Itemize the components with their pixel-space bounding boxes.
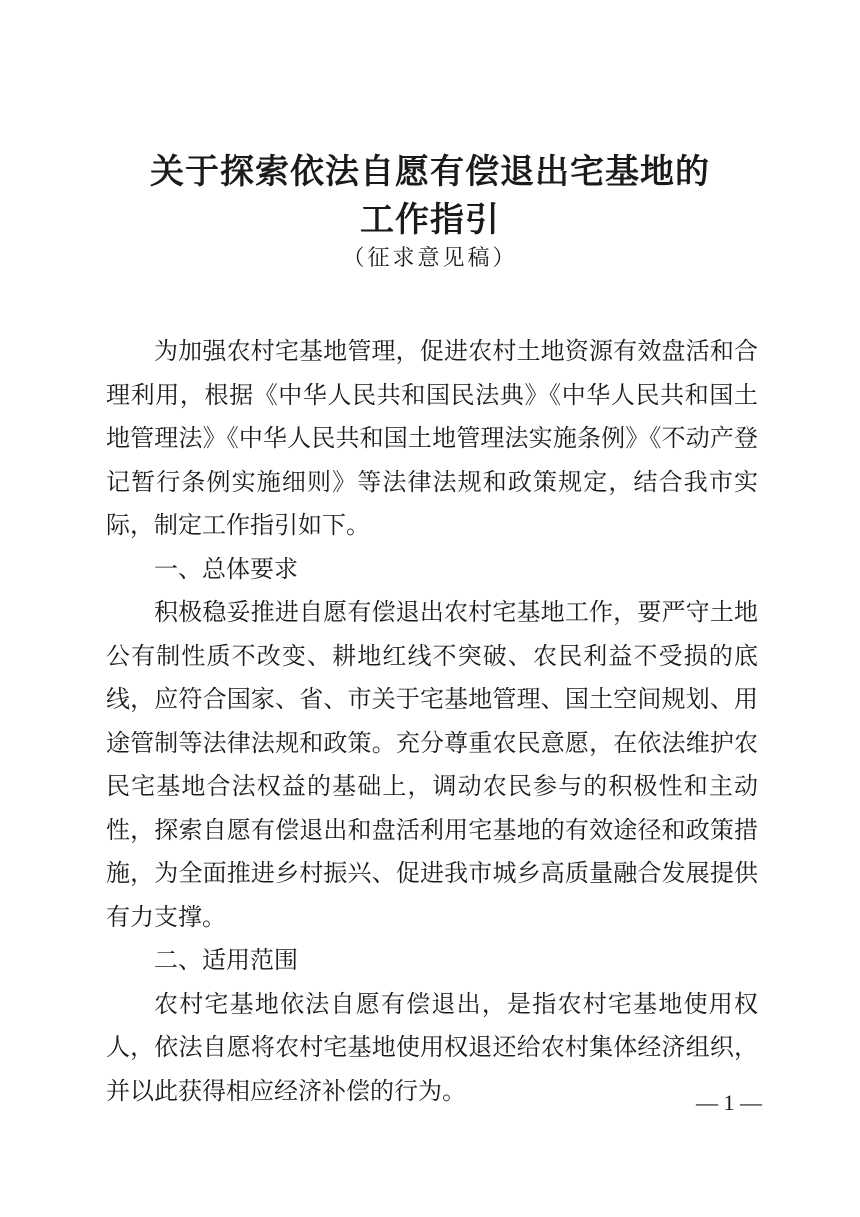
section-heading-scope: 二、适用范围 bbox=[154, 946, 298, 974]
section-paragraph-scope: 农村宅基地依法自愿有偿退出，是指农村宅基地使用权人，依法自愿将农村宅基地使用权退还给农村集体经济组织，并以此获得相应经济补偿的行为。 bbox=[106, 989, 758, 1105]
section-paragraph-general-requirements: 积极稳妥推进自愿有偿退出农村宅基地工作，要严守土地公有制性质不改变、耕地红线不突破、农民利益不受损的底线，应符合国家、省、市关于宅基地管理、国土空间规划、用途管制等法律法规和政策。充分尊重农民意愿，在依法维护农民宅基地合法权益的基础上，调动农民参与的积极性和主动性，探索自愿有偿退出和盘活利用宅基地的有效途径和政策措施，为全面推进乡村振兴、促进我市城乡高质量融合发展提供有力支撑。 bbox=[106, 598, 758, 931]
document-subtitle: （征求意见稿） bbox=[342, 246, 518, 271]
section-heading-general-requirements: 一、总体要求 bbox=[154, 554, 298, 583]
intro-paragraph: 为加强农村宅基地管理，促进农村土地资源有效盘活和合理利用，根据《中华人民共和国民法典》《中华人民共和国土地管理法》《中华人民共和国土地管理法实施条例》《不动产登记暂行条例实施细则》等法律法规和政策规定，结合我市实际，制定工作指引如下。 bbox=[106, 337, 758, 539]
document-title-line1: 关于探索依法自愿有偿退出宅基地的 bbox=[150, 152, 710, 192]
document-title-line2: 工作指引 bbox=[360, 200, 500, 240]
page-number: — 1 — bbox=[696, 1090, 762, 1115]
document-body bbox=[106, 330, 758, 1113]
